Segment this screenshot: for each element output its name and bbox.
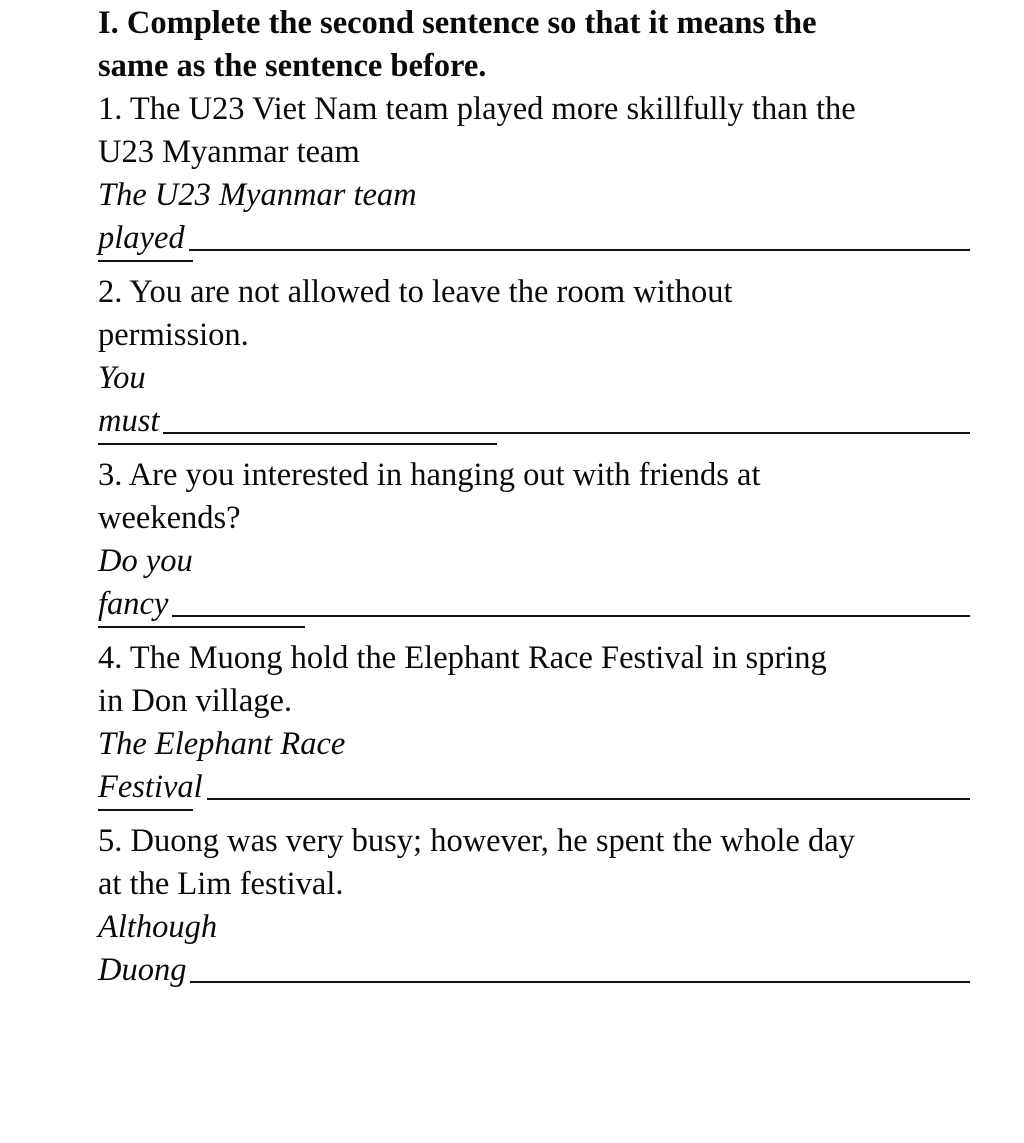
item-1-rewrite-opening: The U23 Myanmar team <box>98 177 417 213</box>
item-1-cue-word: played <box>98 220 185 256</box>
item-1-cue-row <box>98 217 970 260</box>
exercise-content <box>98 2 970 992</box>
item-5-rewrite-opening: Although <box>98 909 218 945</box>
item-4-prompt-line-1: 4. The Muong hold the Elephant Race Festival in spring <box>98 640 827 676</box>
item-1-answer-blank <box>189 249 970 251</box>
item-4-continuation-row <box>98 809 970 820</box>
item-2-cue-word: must <box>98 403 160 439</box>
item-5-cue-word: Duong <box>98 952 187 988</box>
item-4-prompt-line-2: in Don village. <box>98 683 293 719</box>
item-3-continuation-blank <box>98 626 305 628</box>
item-5-answer-blank <box>190 981 970 983</box>
item-2-answer-blank <box>163 432 970 434</box>
item-2-cue-row <box>98 400 970 443</box>
item-4-rewrite-opening: The Elephant Race <box>98 726 346 762</box>
item-3-cue-row <box>98 583 970 626</box>
item-2-prompt-line-2: permission. <box>98 317 249 353</box>
exercise-heading-line-1: I. Complete the second sentence so that it means the <box>98 5 817 41</box>
item-1-prompt-line-2: U23 Myanmar team <box>98 134 360 170</box>
item-5-cue-row <box>98 949 970 992</box>
item-1-continuation-blank <box>98 260 193 262</box>
item-4-answer-blank <box>207 798 970 800</box>
item-3-continuation-row <box>98 626 970 637</box>
exercise-heading-line-2: same as the sentence before. <box>98 48 487 84</box>
item-1-continuation-row <box>98 260 970 271</box>
item-4-continuation-blank <box>98 809 193 811</box>
item-5-prompt-line-1: 5. Duong was very busy; however, he spent the whole day <box>98 823 855 859</box>
item-3-answer-blank <box>172 615 970 617</box>
item-3-prompt-line-2: weekends? <box>98 500 241 536</box>
item-3-prompt-line-1: 3. Are you interested in hanging out with friends at <box>98 457 761 493</box>
item-4-cue-word: Festival <box>98 769 203 805</box>
item-2-continuation-blank <box>98 443 497 445</box>
item-2-rewrite-opening: You <box>98 360 146 396</box>
item-3-rewrite-opening: Do you <box>98 543 193 579</box>
item-3-cue-word: fancy <box>98 586 169 622</box>
item-5-prompt-line-2: at the Lim festival. <box>98 866 344 902</box>
item-4-cue-row <box>98 766 970 809</box>
item-2-continuation-row <box>98 443 970 454</box>
item-2-prompt-line-1: 2. You are not allowed to leave the room without <box>98 274 733 310</box>
item-1-prompt-line-1: 1. The U23 Viet Nam team played more skillfully than the <box>98 91 856 127</box>
